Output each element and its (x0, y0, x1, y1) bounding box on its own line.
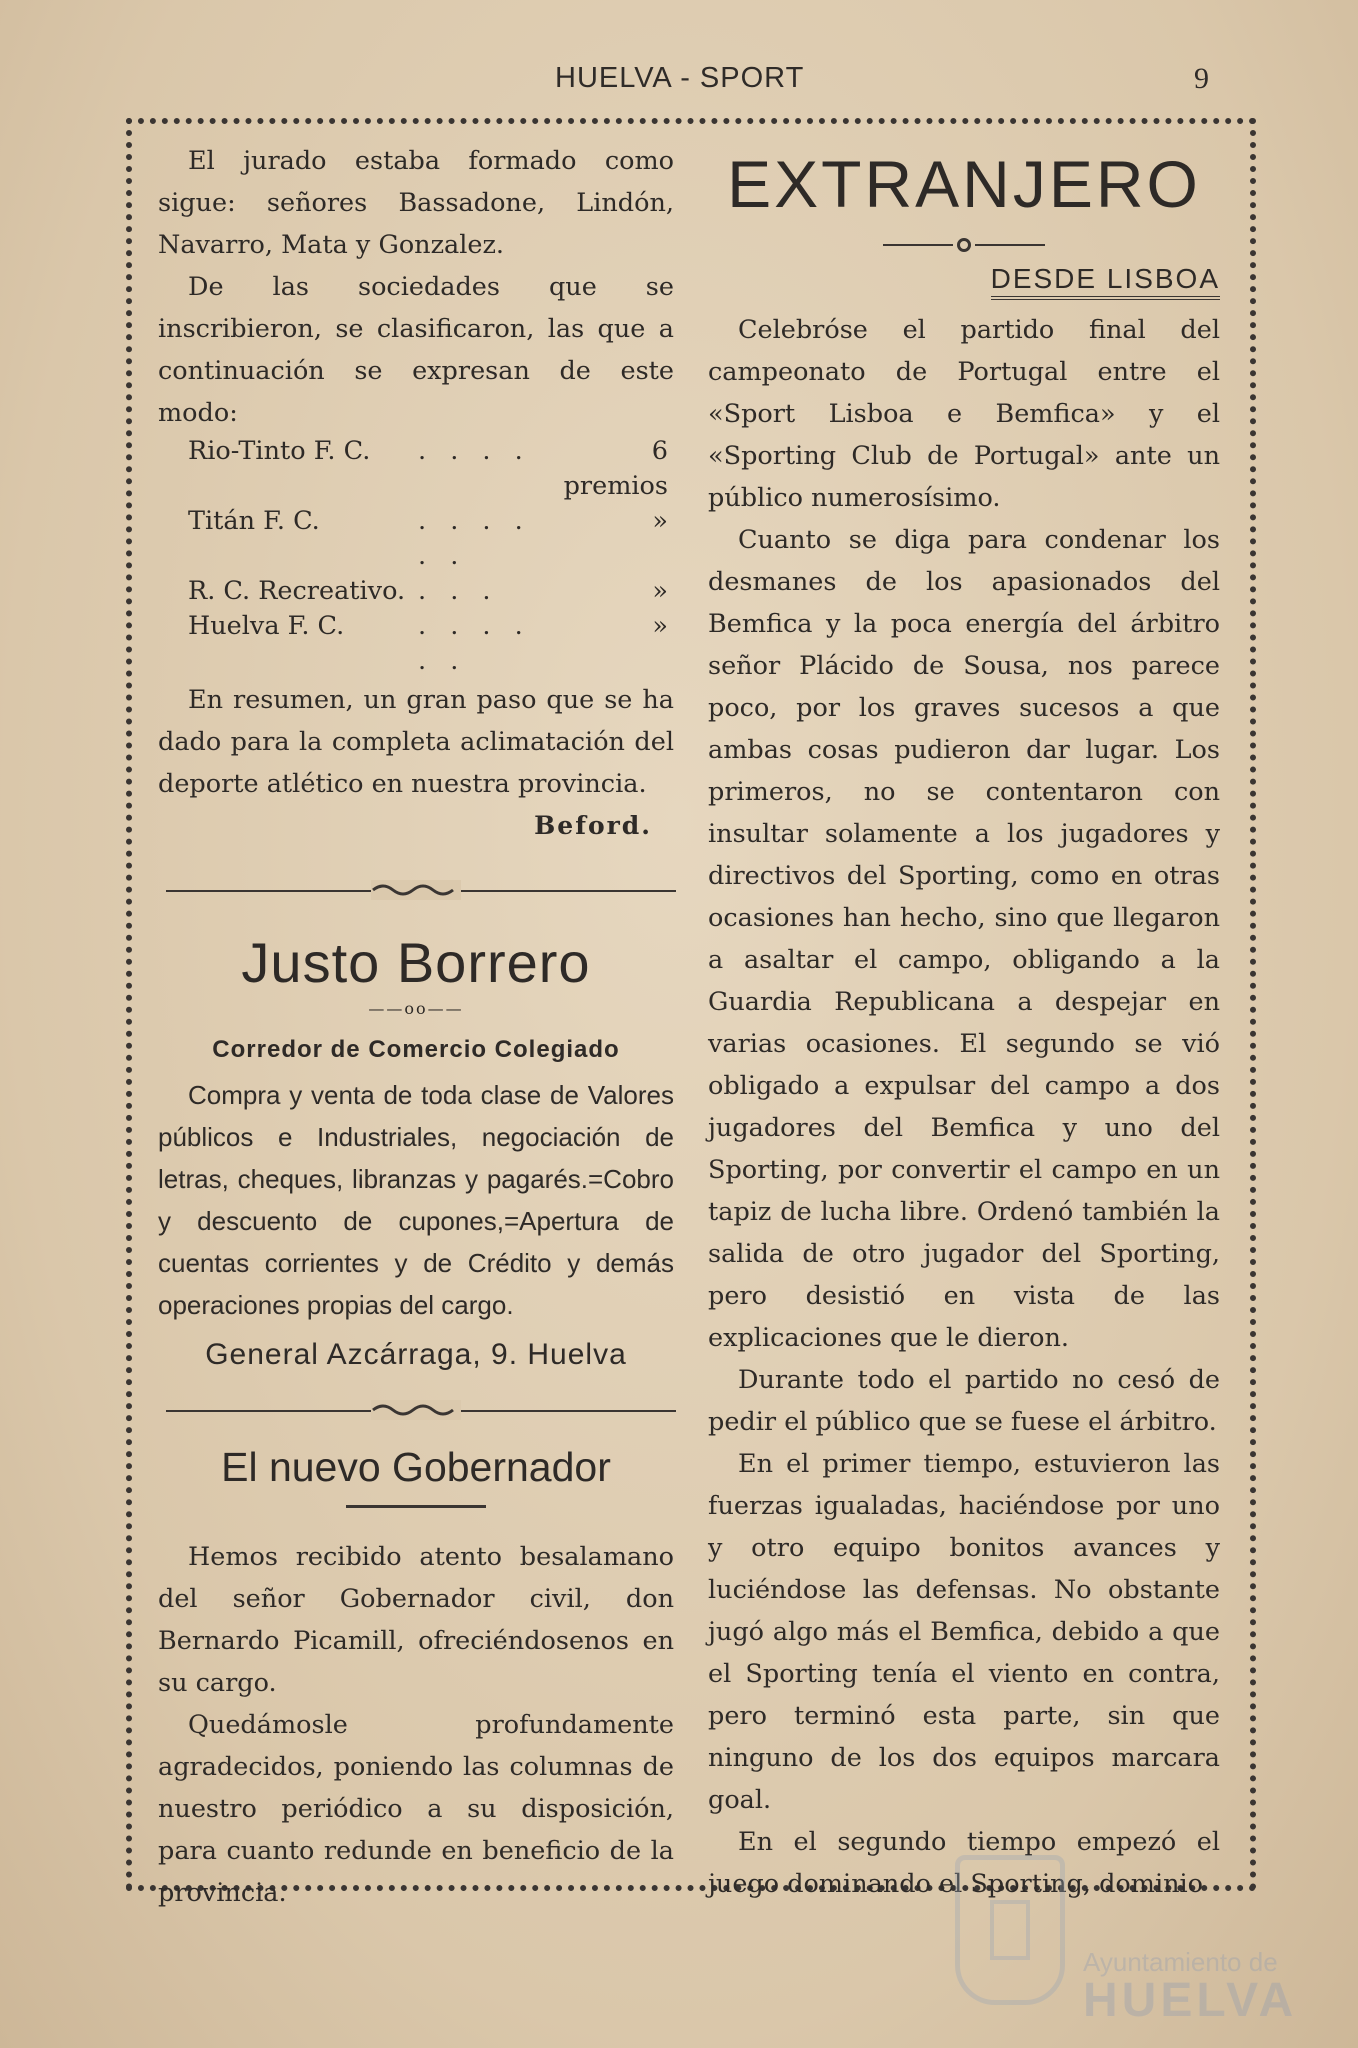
jury-paragraph: El jurado estaba formado como sigue: señores Bassadone, Lindón, Navarro, Mata y Gonzalez. (158, 146, 674, 260)
page-number: 9 (1194, 62, 1209, 95)
ad-separator: ——oo—— (368, 999, 464, 1018)
flourish-icon (371, 880, 461, 900)
section-title: EXTRANJERO (727, 147, 1201, 221)
title-ornament (708, 234, 1220, 253)
divider (346, 1505, 486, 1508)
ornament-divider (166, 880, 676, 900)
right-column (708, 140, 1220, 1905)
ad-subtitle: Corredor de Comercio Colegiado (212, 1036, 620, 1063)
dateline: DESDE LISBOA (708, 263, 1220, 295)
article-paragraph: Celebróse el partido final del campeonato de Portugal entre el «Sport Lisboa e Bemfica» y el «Sporting Club de Portugal» ante un público numerosísimo. (708, 315, 1220, 513)
ad-body: Compra y venta de toda clase de Valores públicos e Industriales, negociación de letras, cheques, libranzas y pagarés.=Cobro y descuento de cupones,=Apertura de cuentas corrientes y de Crédito y demás operaciones propias del cargo. (158, 1080, 674, 1320)
prize-value: 6 premios (563, 436, 668, 501)
governor-paragraph: Hemos recibido atento besalamano del señor Gobernador civil, don Bernardo Picamill, ofreciéndosenos en su cargo. (158, 1542, 674, 1698)
article-paragraph: Durante todo el partido no cesó de pedir el público que se fuese el árbitro. (708, 1365, 1220, 1437)
page-header (0, 60, 1358, 100)
prize-leader: . . . . . . (418, 506, 531, 571)
left-column (158, 140, 674, 1914)
section-title: El nuevo Gobernador (221, 1444, 611, 1490)
article-paragraph: En el primer tiempo, estuvieron las fuerzas igualadas, haciéndose por uno y otro equipo bonitos avances y luciéndose las defensas. No obstante jugó algo más el Bemfica, debido a que el Sporting tenía el viento en contra, pero terminó esta parte, sin que ninguno de los dos equipos marcara goal. (708, 1449, 1220, 1815)
running-title: HUELVA - SPORT (555, 62, 805, 94)
watermark-line2: HUELVA (1083, 1974, 1298, 2027)
prize-club: Titán F. C. (188, 506, 320, 536)
prize-leader: . . . . (418, 436, 531, 466)
governor-paragraph: Quedámosle profundamente agradecidos, poniendo las columnas de nuestro periódico a su disposición, para cuanto redunde en beneficio de la provincia. (158, 1710, 674, 1908)
ornament-divider (166, 1400, 676, 1420)
flourish-icon (371, 1400, 461, 1420)
prize-club: R. C. Recreativo. (188, 576, 406, 606)
prize-leader: . . . . . . (418, 611, 531, 676)
article-paragraph: Cuanto se diga para condenar los desmanes de los apasionados del Bemfica y la poca energía del árbitro señor Plácido de Sousa, nos parece poco, por los graves sucesos a que ambas cosas pudieron dar lugar. Los primeros, no se contentaron con insultar solamente a los jugadores y directivos del Sporting, como en otras ocasiones han hecho, sino que llegaron a asaltar el campo, obligando a la Guardia Republicana a despejar en varias ocasiones. El segundo se vió obligado a expulsar del campo a dos jugadores del Bemfica y uno del Sporting, por convertir el campo en un tapiz de lucha libre. Ordenó también la salida de otro jugador del Sporting, pero desistió en vista de las explicaciones que le dieron. (708, 525, 1220, 1353)
separator-glyph: oo (404, 999, 428, 1018)
societies-paragraph: De las sociedades que se inscribieron, se clasificaron, las que a continuación se expresan de este modo: (158, 272, 674, 428)
list-item (158, 504, 674, 574)
author-signature: Beford. (534, 811, 652, 840)
summary-paragraph: En resumen, un gran paso que se ha dado para la completa aclimatación del deporte atlético en nuestra provincia. (158, 685, 674, 799)
prize-club: Rio-Tinto F. C. (188, 436, 371, 466)
prize-list (158, 434, 674, 679)
article-paragraph: En el segundo tiempo empezó el juego dominando el Sporting, dominio (708, 1827, 1220, 1899)
prize-value: » (652, 506, 668, 536)
watermark-line1: Ayuntamiento de (1083, 1947, 1278, 1977)
archive-watermark (955, 1855, 1298, 2027)
prize-value: » (652, 576, 668, 606)
list-item (158, 434, 674, 504)
circle-icon (957, 238, 971, 252)
prize-club: Huelva F. C. (188, 611, 345, 641)
prize-value: » (652, 611, 668, 641)
list-item (158, 609, 674, 679)
list-item (158, 574, 674, 609)
prize-leader: . . . (418, 576, 499, 606)
coat-of-arms-icon (955, 1855, 1065, 2005)
ad-address: General Azcárraga, 9. Huelva (205, 1338, 627, 1371)
ad-title: Justo Borrero (241, 931, 591, 994)
